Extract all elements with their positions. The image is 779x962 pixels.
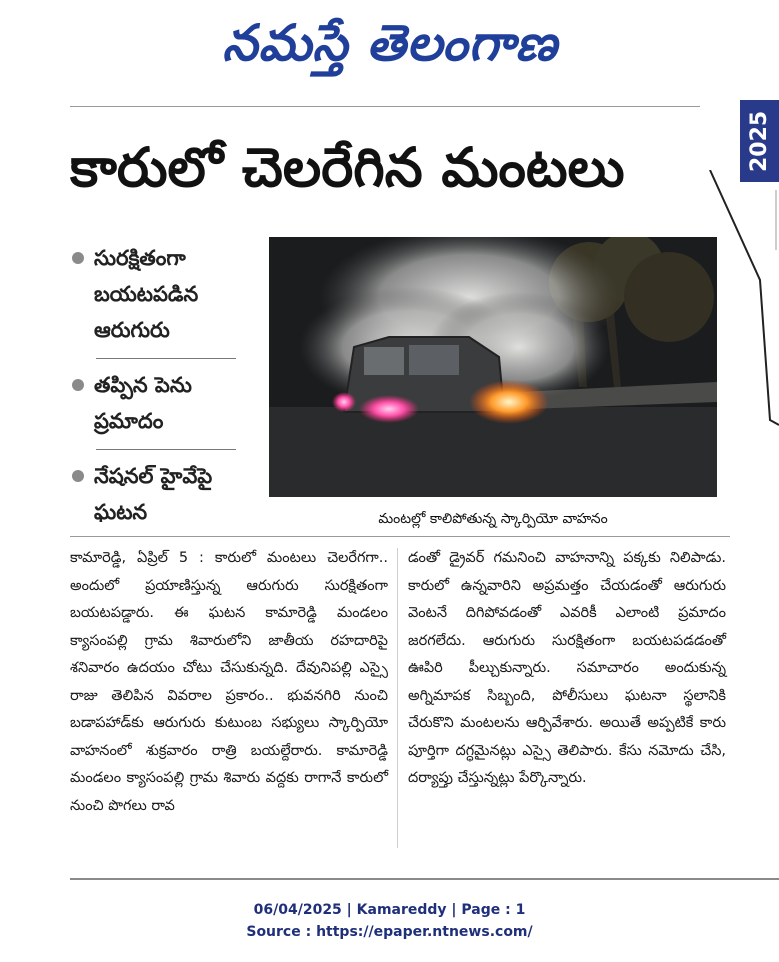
- body-column-right: డంతో డ్రైవర్ గమనించి వాహనాన్ని పక్కకు నిలిపాడు. కారులో ఉన్నవారిని అప్రమత్తం చేయడంతో ఆరుగురు వెంటనే దిగిపోవడంతో ఎవరికీ ఎలాంటి ప్రమాదం జరగలేదు. ఆరుగురు సురక్షితంగా బయటపడడంతో ఊపిరి పీల్చుకున్నారు. సమాచారం అందుకున్న అగ్నిమాపక సిబ్బంది, పోలీసులు ఘటనా స్థలానికి చేరుకొని మంటలను ఆర్పివేశారు. అయితే అప్పటికే కారు పూర్తిగా దగ్ధమైనట్లు ఎస్సై తెలిపారు. కేసు నమోదు చేసి, దర్యాప్తు చేస్తున్నట్లు పేర్కొన్నారు.: [408, 550, 726, 786]
- middle-rule: [70, 536, 730, 537]
- bullet-divider: [96, 449, 236, 450]
- highlight-bullets: [70, 240, 260, 540]
- newspaper-masthead: నమస్తే తెలంగాణ: [222, 14, 558, 72]
- bottom-rule: [70, 878, 779, 880]
- body-column-left: కామారెడ్డి, ఏప్రిల్ 5 : కారులో మంటలు చెలరేగగా.. అందులో ప్రయాణిస్తున్న ఆరుగురు సురక్షితంగా బయటపడ్డారు. ఈ ఘటన కామారెడ్డి మండలం క్యాసంపల్లి గ్రామ శివారులోని జాతీయ రహదారిపై శనివారం ఉదయం చోటు చేసుకున్నది. దేవునిపల్లి ఎస్సై రాజు తెలిపిన వివరాల ప్రకారం.. భువనగిరి నుంచి బడాపహాడ్‌కు ఆరుగురు కుటుంబ సభ్యులు స్కార్పియో వాహనంలో శుక్రవారం రాత్రి బయల్దేరారు. కామారెడ్డి మండలం క్యాసంపల్లి గ్రామ శివారు వద్దకు రాగానే కారులో నుంచి పొగలు రావ: [70, 550, 388, 814]
- bullet-item: [70, 458, 260, 530]
- bullet-dot-icon: [72, 252, 84, 264]
- bullet-text: సురక్షితంగా బయటపడిన ఆరుగురు: [94, 246, 199, 342]
- photo-illustration: [269, 237, 717, 497]
- footer-source: Source : https://epaper.ntnews.com/: [246, 924, 533, 940]
- bullet-text: తప్పిన పెను ప్రమాదం: [94, 373, 192, 433]
- burning-vehicle-photo: [269, 237, 717, 497]
- top-rule: [70, 106, 700, 107]
- bullet-divider: [96, 358, 236, 359]
- article-headline: కారులో చెలరేగిన మంటలు: [70, 136, 625, 199]
- bullet-text: నేషనల్ హైవేపై ఘటన: [94, 464, 213, 524]
- adjacent-page-tab: 2025: [740, 100, 779, 182]
- column-divider: [397, 548, 398, 848]
- bullet-item: [70, 367, 260, 439]
- bullet-dot-icon: [72, 379, 84, 391]
- bullet-dot-icon: [72, 470, 84, 482]
- footer-date-edition: 06/04/2025 | Kamareddy | Page : 1: [253, 902, 526, 918]
- bullet-item: [70, 240, 260, 348]
- photo-caption: మంటల్లో కాలిపోతున్న స్కార్పియో వాహనం: [378, 511, 608, 527]
